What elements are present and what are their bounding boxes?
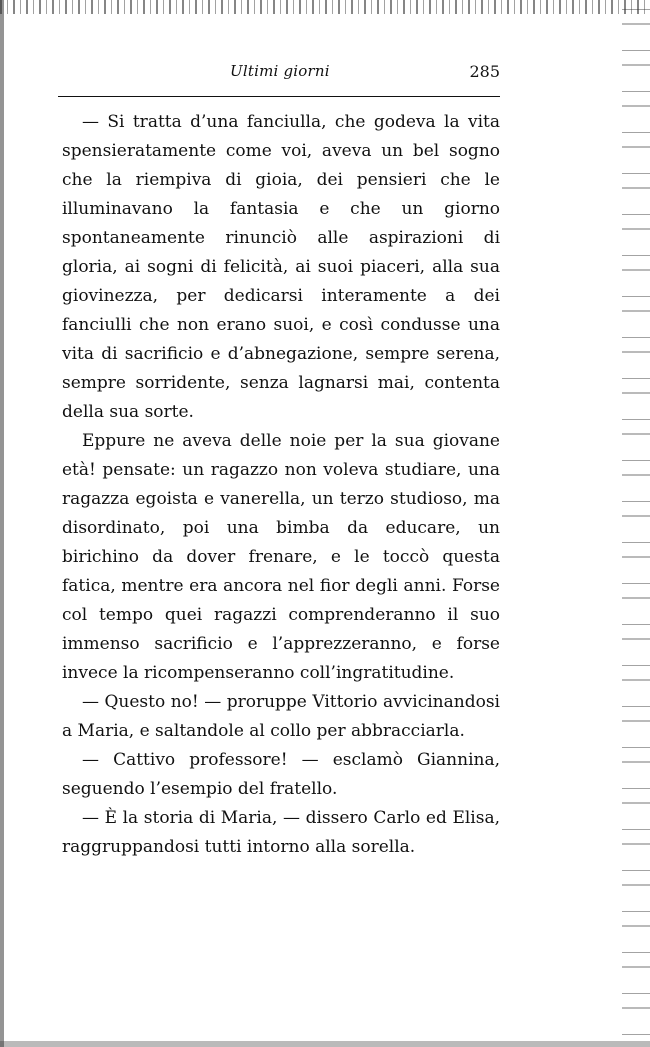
paragraph: Eppure ne aveva delle noie per la sua giovane età! pensate: un ragazzo non voleva studiare, una ragazza egoista e vanerella, un terzo studioso, ma disordinato, poi una bimba da educare, un birichino da dover frenare, e le toccò questa fatica, mentre era ancora nel fior degli anni. Forse col tempo quei ragazzi comprenderanno il suo immenso sacrificio e l’apprezzeranno, e forse invece la ricompenseranno coll’ingratitudine.: [62, 431, 500, 683]
paragraph: — Cattivo professore! — esclamò Giannina, seguendo l’esempio del fratello.: [62, 750, 500, 799]
page-edge-left: [0, 0, 4, 1047]
page-edge-right: [622, 0, 650, 1047]
paragraph: — Si tratta d’una fanciulla, che godeva la vita spensieratamente come voi, aveva un bel sogno che la riempiva di gioia, dei pensieri che le illuminavano la fantasia e che un giorno spontaneamente rinunciò alle aspirazioni di gloria, ai sogni di felicità, ai suoi piaceri, alla sua giovinezza, per dedicarsi interamente a dei fanciulli che non erano suoi, e così condusse una vita di sacrificio e d’abnegazione, sempre serena, sempre sorridente, senza lagnarsi mai, contenta della sua sorte.: [62, 112, 500, 422]
header-rule: [58, 96, 500, 97]
running-title: Ultimi giorni: [230, 62, 330, 80]
body-text: [62, 108, 500, 862]
paragraph: — È la storia di Maria, — dissero Carlo ed Elisa, raggruppandosi tutti intorno alla sorella.: [62, 808, 500, 857]
page-edge-top: [0, 0, 650, 14]
paragraph: — Questo no! — proruppe Vittorio avvicinandosi a Maria, e saltandole al collo per abbracciarla.: [62, 692, 500, 741]
page-edge-bottom: [0, 1041, 650, 1047]
page-number: 285: [469, 62, 500, 81]
page-header: [62, 62, 500, 88]
